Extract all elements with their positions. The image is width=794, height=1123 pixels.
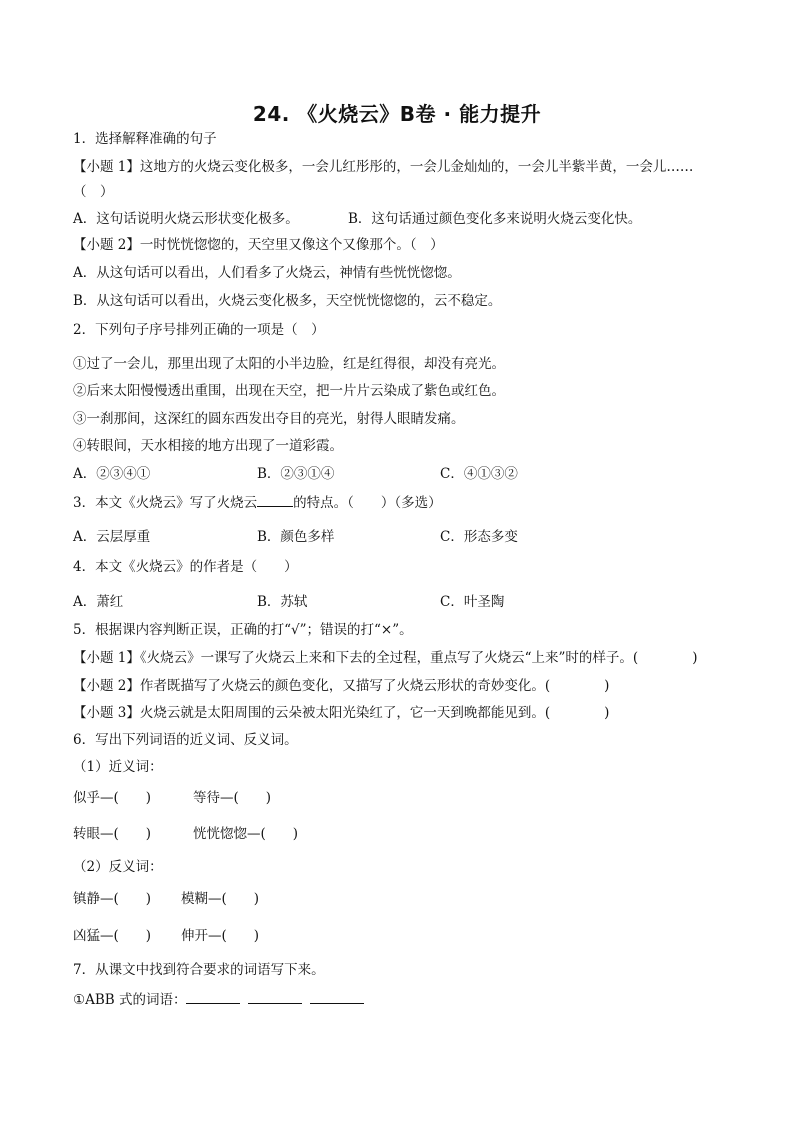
question-7-heading: 7．从课文中找到符合要求的词语写下来。	[73, 962, 325, 978]
q6-antonym-2[interactable]: 模糊—( )	[181, 891, 260, 907]
q3-heading-start: 3．本文《火烧云》写了火烧云	[73, 495, 258, 511]
q1-sub1-option-b[interactable]: B．这句话通过颜色变化多来说明火烧云变化快。	[348, 211, 642, 227]
q3-option-b[interactable]: B．颜色多样	[257, 529, 335, 545]
q2-option-b[interactable]: B．②③①④	[257, 466, 335, 482]
q2-sentence-4: ④转眼间，天水相接的地方出现了一道彩霞。	[73, 438, 343, 454]
q4-option-a[interactable]: A．萧红	[73, 594, 124, 610]
q6-part2-label: （2）反义词：	[73, 859, 163, 875]
q3-option-c[interactable]: C．形态多变	[440, 529, 518, 545]
q1-sub1-text: 【小题 1】这地方的火烧云变化极多，一会儿红彤彤的，一会儿金灿灿的，一会儿半紫半黄，一会儿……	[73, 159, 694, 175]
q6-synonym-3[interactable]: 转眼—( )	[73, 826, 152, 842]
question-5-heading: 5．根据课内容判断正误，正确的打“√”；错误的打“×”。	[73, 622, 413, 638]
q1-sub1-option-a[interactable]: A．这句话说明火烧云形状变化极多。	[73, 211, 299, 227]
q4-option-c[interactable]: C．叶圣陶	[440, 594, 505, 610]
question-2-heading: 2．下列句子序号排列正确的一项是（ ）	[73, 322, 325, 338]
q2-option-a[interactable]: A．②③④①	[73, 466, 151, 482]
question-4-heading: 4．本文《火烧云》的作者是（ ）	[73, 559, 298, 575]
q6-synonym-4[interactable]: 恍恍惚惚—( )	[193, 826, 299, 842]
q5-sub1[interactable]: 【小题 1】《火烧云》一课写了火烧云上来和下去的全过程，重点写了火烧云“上来”时的样子。( )	[73, 650, 698, 666]
q7-answer-blank-1[interactable]	[186, 989, 240, 1004]
q7-item-1	[73, 989, 372, 1009]
q7-answer-blank-3[interactable]	[310, 989, 364, 1004]
question-1-heading: 1．选择解释准确的句子	[73, 131, 217, 147]
question-3-heading	[73, 494, 442, 512]
q1-sub2-option-a[interactable]: A．从这句话可以看出，人们看多了火烧云，神情有些恍恍惚惚。	[73, 265, 461, 281]
q6-antonym-1[interactable]: 镇静—( )	[73, 891, 152, 907]
q5-sub3[interactable]: 【小题 3】火烧云就是太阳周围的云朵被太阳光染红了，它一天到晚都能见到。( )	[73, 705, 610, 721]
q1-sub2-text: 【小题 2】一时恍恍惚惚的，天空里又像这个又像那个。（ ）	[73, 237, 444, 253]
q4-option-b[interactable]: B．苏轼	[257, 594, 308, 610]
page-title: 24. 《火烧云》B卷 · 能力提升	[252, 102, 542, 126]
q3-option-a[interactable]: A．云层厚重	[73, 529, 151, 545]
q2-sentence-1: ①过了一会儿，那里出现了太阳的小半边脸，红是红得很，却没有亮光。	[73, 356, 505, 372]
q7-item-1-label: ①ABB 式的词语：	[73, 992, 187, 1008]
q2-sentence-3: ③一刹那间，这深红的圆东西发出夺目的亮光，射得人眼睛发痛。	[73, 411, 465, 427]
question-6-heading: 6．写出下列词语的近义词、反义词。	[73, 732, 298, 748]
q7-answer-blank-2[interactable]	[248, 989, 302, 1004]
q1-sub2-option-b[interactable]: B．从这句话可以看出，火烧云变化极多，天空恍恍惚惚的，云不稳定。	[73, 293, 502, 309]
q3-fill-blank[interactable]	[257, 494, 293, 507]
q1-sub1-answer-paren[interactable]: （ ）	[73, 184, 114, 200]
q6-part1-label: （1）近义词：	[73, 759, 163, 775]
q6-antonym-4[interactable]: 伸开—( )	[181, 928, 260, 944]
q5-sub2[interactable]: 【小题 2】作者既描写了火烧云的颜色变化，又描写了火烧云形状的奇妙变化。( )	[73, 678, 610, 694]
q6-antonym-3[interactable]: 凶猛—( )	[73, 928, 152, 944]
q2-sentence-2: ②后来太阳慢慢透出重围，出现在天空，把一片片云染成了紫色或红色。	[73, 383, 505, 399]
q3-heading-end: 的特点。（ ）（多选）	[293, 495, 442, 511]
q2-option-c[interactable]: C．④①③②	[440, 466, 518, 482]
q6-synonym-2[interactable]: 等待—( )	[193, 790, 272, 806]
q6-synonym-1[interactable]: 似乎—( )	[73, 790, 152, 806]
